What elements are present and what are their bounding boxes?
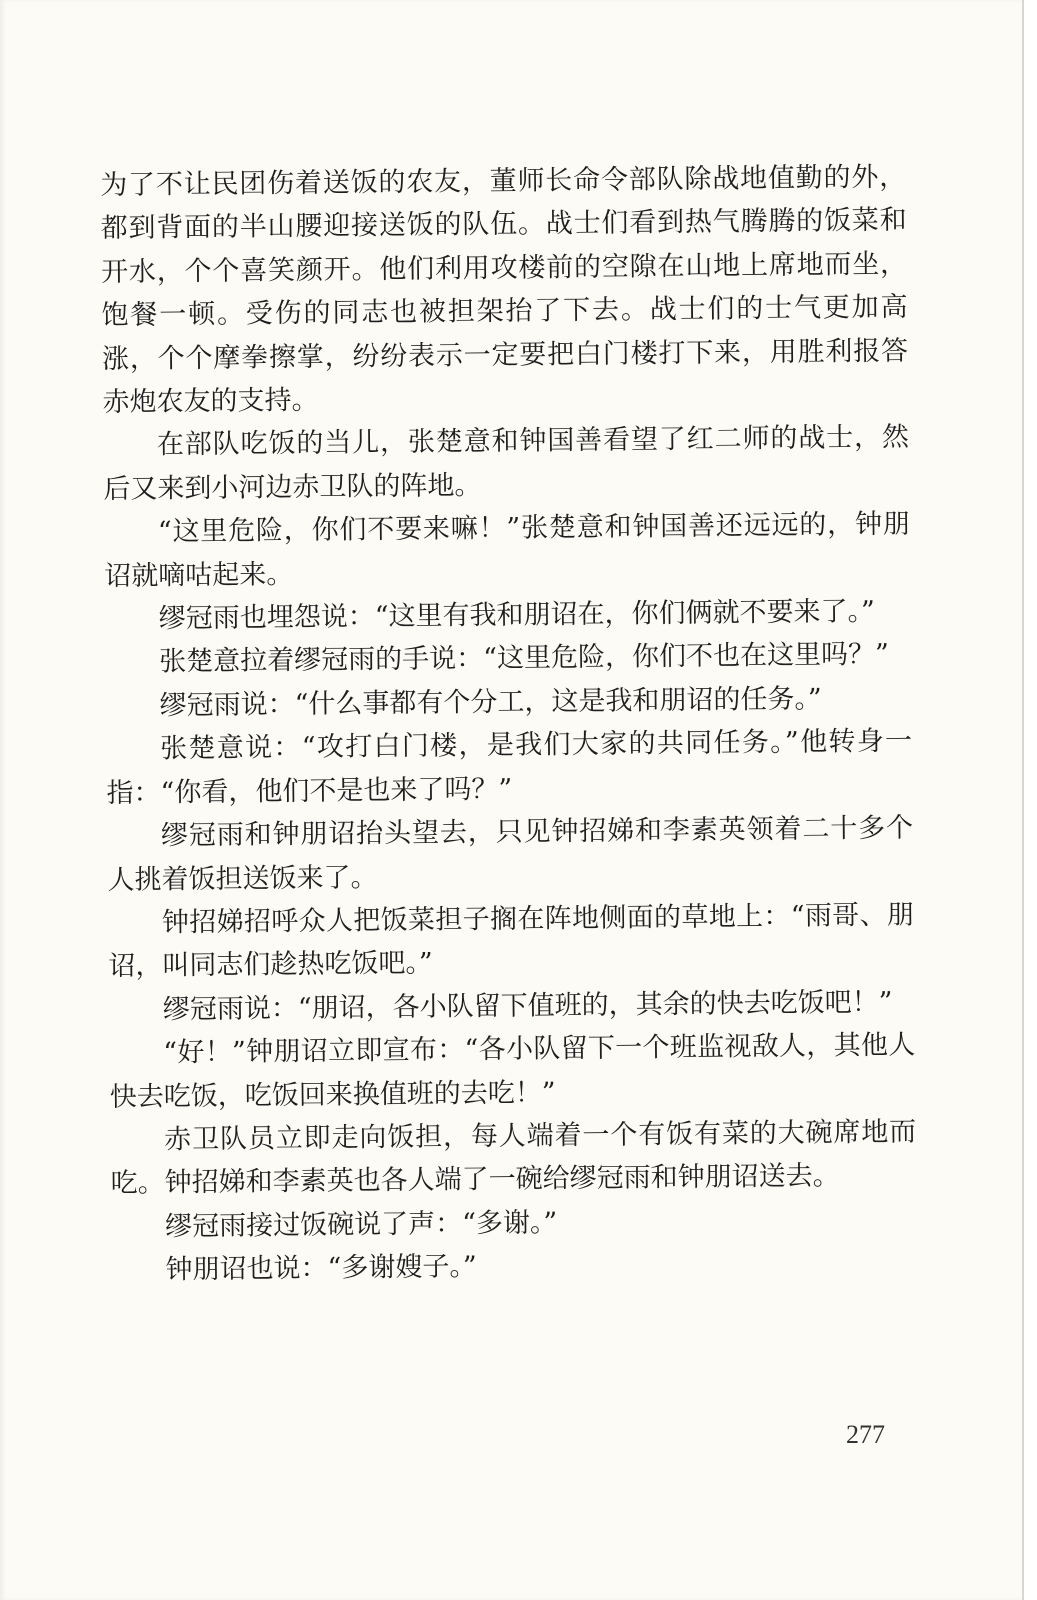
paragraph: 张楚意说：“攻打白门楼，是我们大家的共同任务。”他转身一指：“你看，他们不是也来了吗？” (106, 725, 913, 809)
paragraph: 缪冠雨也埋怨说：“这里有我和朋诏在，你们俩就不要来了。” (158, 595, 875, 635)
paragraph: 张楚意拉着缪冠雨的手说：“这里危险，你们不也在这里吗？” (159, 639, 889, 678)
paragraph: 缪冠雨接过饭碗说了声：“多谢。” (164, 1207, 558, 1243)
paragraph: 缪冠雨说：“什么事都有个分工，这是我和朋诏的任务。” (159, 683, 822, 722)
body-text (100, 156, 918, 1293)
paragraph: 在部队吃饭的当儿，张楚意和钟国善看望了红二师的战士，然后又来到小河边赤卫队的阵地。 (103, 421, 910, 505)
paragraph: 钟朋诏也说：“多谢嫂子。” (165, 1251, 477, 1286)
paragraph: 缪冠雨和钟朋诏抬头望去，只见钟招娣和李素英领着二十多个人挑着饭担送饭来了。 (107, 812, 914, 896)
paragraph: 缪冠雨说：“朋诏，各小队留下值班的，其余的快去吃饭吧！” (162, 986, 893, 1026)
paragraph: “这里危险，你们不要来嘛！”张楚意和钟国善还远远的，钟朋诏就嘀咕起来。 (104, 508, 910, 592)
page-number: 277 (846, 1420, 885, 1449)
paragraph: 赤卫队员立即走向饭担，每人端着一个有饭有菜的大碗席地而吃。钟招娣和李素英也各人端了一碗给缪冠雨和钟朋诏送去。 (110, 1116, 917, 1200)
paragraph: 为了不让民团伤着送饭的农友，董师长命令部队除战地值勤的外，都到背面的半山腰迎接送饭的队伍。战士们看到热气腾腾的饭菜和开水，个个喜笑颜开。他们利用攻楼前的空隙在山地上席地而坐，饱餐一顿。受伤的同志也被担架抬了下去。战士们的士气更加高涨，个个摩拳擦掌，纷纷表示一定要把白门楼打下来，用胜利报答赤炮农友的支持。 (100, 161, 909, 419)
paragraph: “好！”钟朋诏立即宣布：“各小队留下一个班监视敌人，其他人快去吃饭，吃饭回来换值班的去吃！” (109, 1029, 916, 1113)
paragraph: 钟招娣招呼众人把饭菜担子搁在阵地侧面的草地上：“雨哥、朋诏，叫同志们趁热吃饭吧。” (108, 899, 915, 983)
